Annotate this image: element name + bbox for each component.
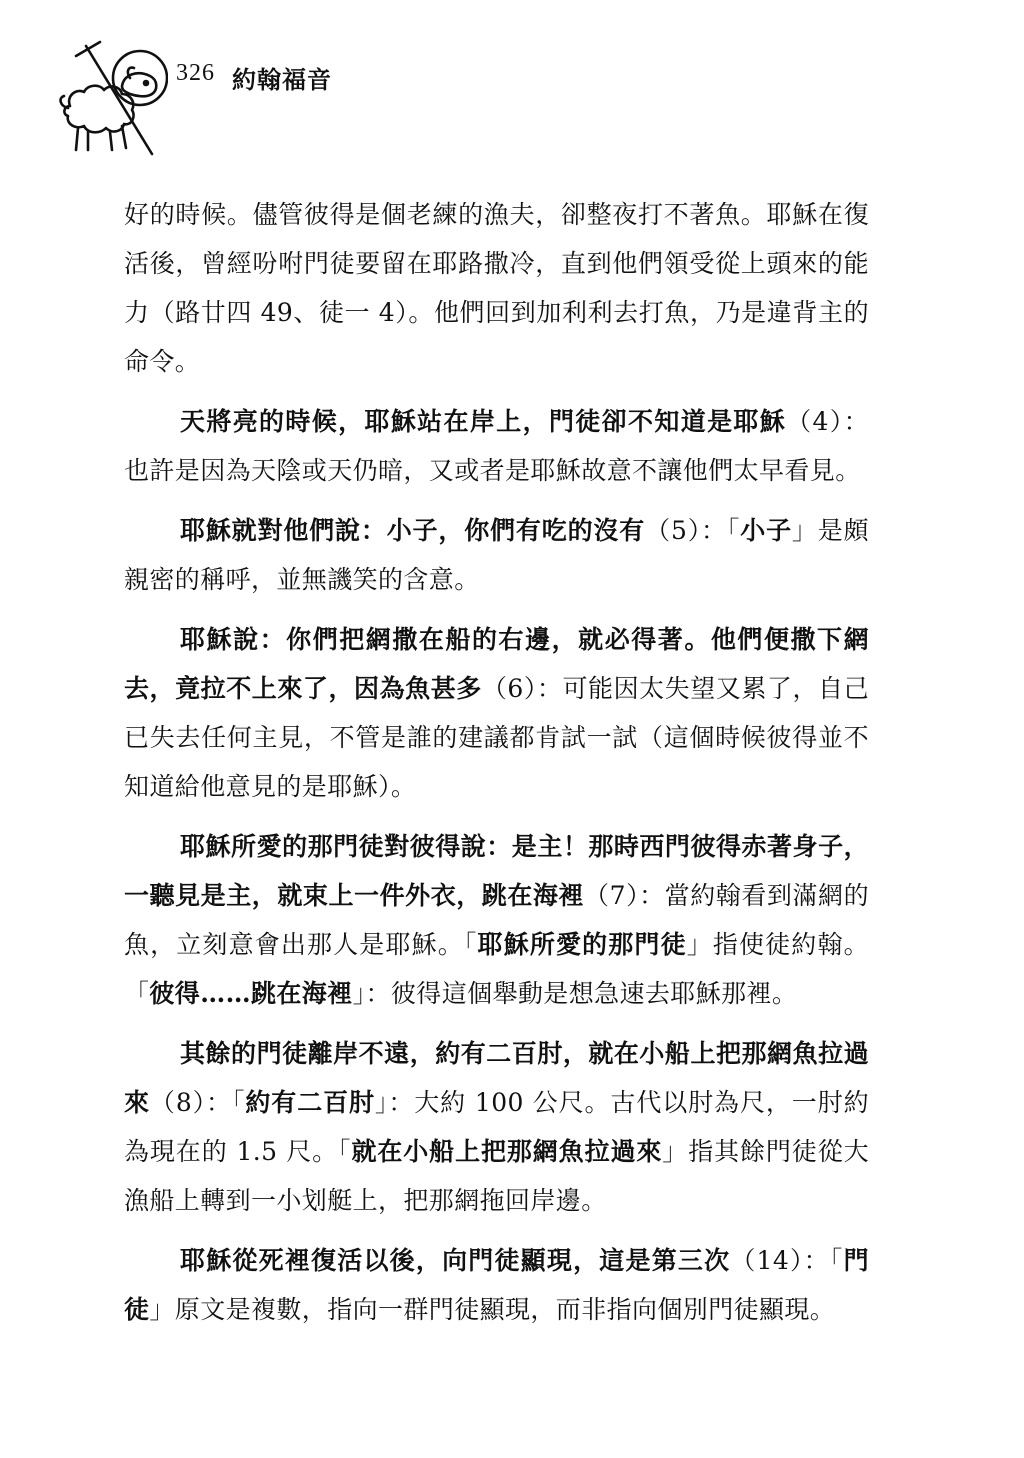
- commentary-text: 」指使徒約翰。「: [124, 930, 869, 1008]
- commentary-text: 好的時候。儘管彼得是個老練的漁夫，卻整夜打不著魚。耶穌在復活後，曾經吩咐門徒要留在耶路撒冷，直到他們領受從上頭來的能力（路廿四 49、徒一 4）。他們回到加利利去打魚，乃是違背主的命令。: [124, 200, 869, 376]
- paragraph: [124, 397, 869, 495]
- scripture-quote: 耶穌就對他們說：小子，你們有吃的沒有: [180, 516, 646, 545]
- scripture-quote: 彼得……跳在海裡: [149, 979, 353, 1008]
- scripture-quote: 耶穌說：你們把網撒在船的右邊，就必得著。他們便撒下網去，竟拉不上來了，因為魚甚多: [124, 625, 869, 703]
- commentary-text: 」指其餘門徒從大漁船上轉到一小划艇上，把那網拖回岸邊。: [124, 1137, 870, 1215]
- commentary-text: 」原文是複數，指向一群門徒顯現，而非指向個別門徒顯現。: [149, 1295, 836, 1324]
- commentary-text: （5）：「: [645, 516, 741, 545]
- commentary-text: 」是頗親密的稱呼，並無譏笑的含意。: [124, 516, 870, 594]
- scripture-quote: 就在小船上把那網魚拉過來: [351, 1137, 663, 1166]
- book-title: 約翰福音: [232, 65, 332, 94]
- commentary-text: 」：大約 100 公尺。古代以肘為尺，一肘約為現在的 1.5 尺。「: [124, 1088, 869, 1166]
- commentary-text: （4）：也許是因為天陰或天仍暗，又或者是耶穌故意不讓他們太早看見。: [124, 407, 869, 485]
- page-header: [56, 36, 456, 166]
- paragraph: [124, 190, 869, 386]
- paragraph: [124, 1236, 869, 1334]
- commentary-text: （6）：可能因太失望又累了，自己已失去任何主見，不管是誰的建議都肯試一試（這個時候彼得並不知道給他意見的是耶穌）。: [124, 674, 869, 801]
- page-number: 326: [176, 60, 215, 86]
- paragraph: [124, 1029, 869, 1225]
- commentary-text: （14）：「: [730, 1246, 844, 1275]
- scripture-quote: 耶穌所愛的那門徒對彼得說：是主！那時西門彼得赤著身子，一聽見是主，就束上一件外衣，跳在海裡: [124, 832, 869, 910]
- scripture-quote: 約有二百肘: [245, 1088, 375, 1117]
- scripture-quote: 耶穌從死裡復活以後，向門徒顯現，這是第三次: [180, 1246, 731, 1275]
- scripture-quote: 天將亮的時候，耶穌站在岸上，門徒卻不知道是耶穌: [180, 407, 787, 436]
- scripture-quote: 其餘的門徒離岸不遠，約有二百肘，就在小船上把那網魚拉過來: [124, 1039, 869, 1117]
- commentary-text: 」：彼得這個舉動是想急速去耶穌那裡。: [352, 979, 798, 1008]
- lamb-with-cross-icon: [56, 36, 168, 156]
- paragraph: [124, 506, 869, 604]
- paragraph: [124, 615, 869, 811]
- commentary-body: [124, 190, 869, 1345]
- scripture-quote: 耶穌所愛的那門徒: [477, 930, 687, 959]
- scripture-quote: 小子: [740, 516, 792, 545]
- commentary-text: （7）：當約翰看到滿網的魚，立刻意會出那人是耶穌。「: [124, 881, 869, 959]
- scripture-quote: 門徒: [124, 1246, 869, 1324]
- paragraph: [124, 822, 869, 1018]
- commentary-text: （8）：「: [149, 1088, 246, 1117]
